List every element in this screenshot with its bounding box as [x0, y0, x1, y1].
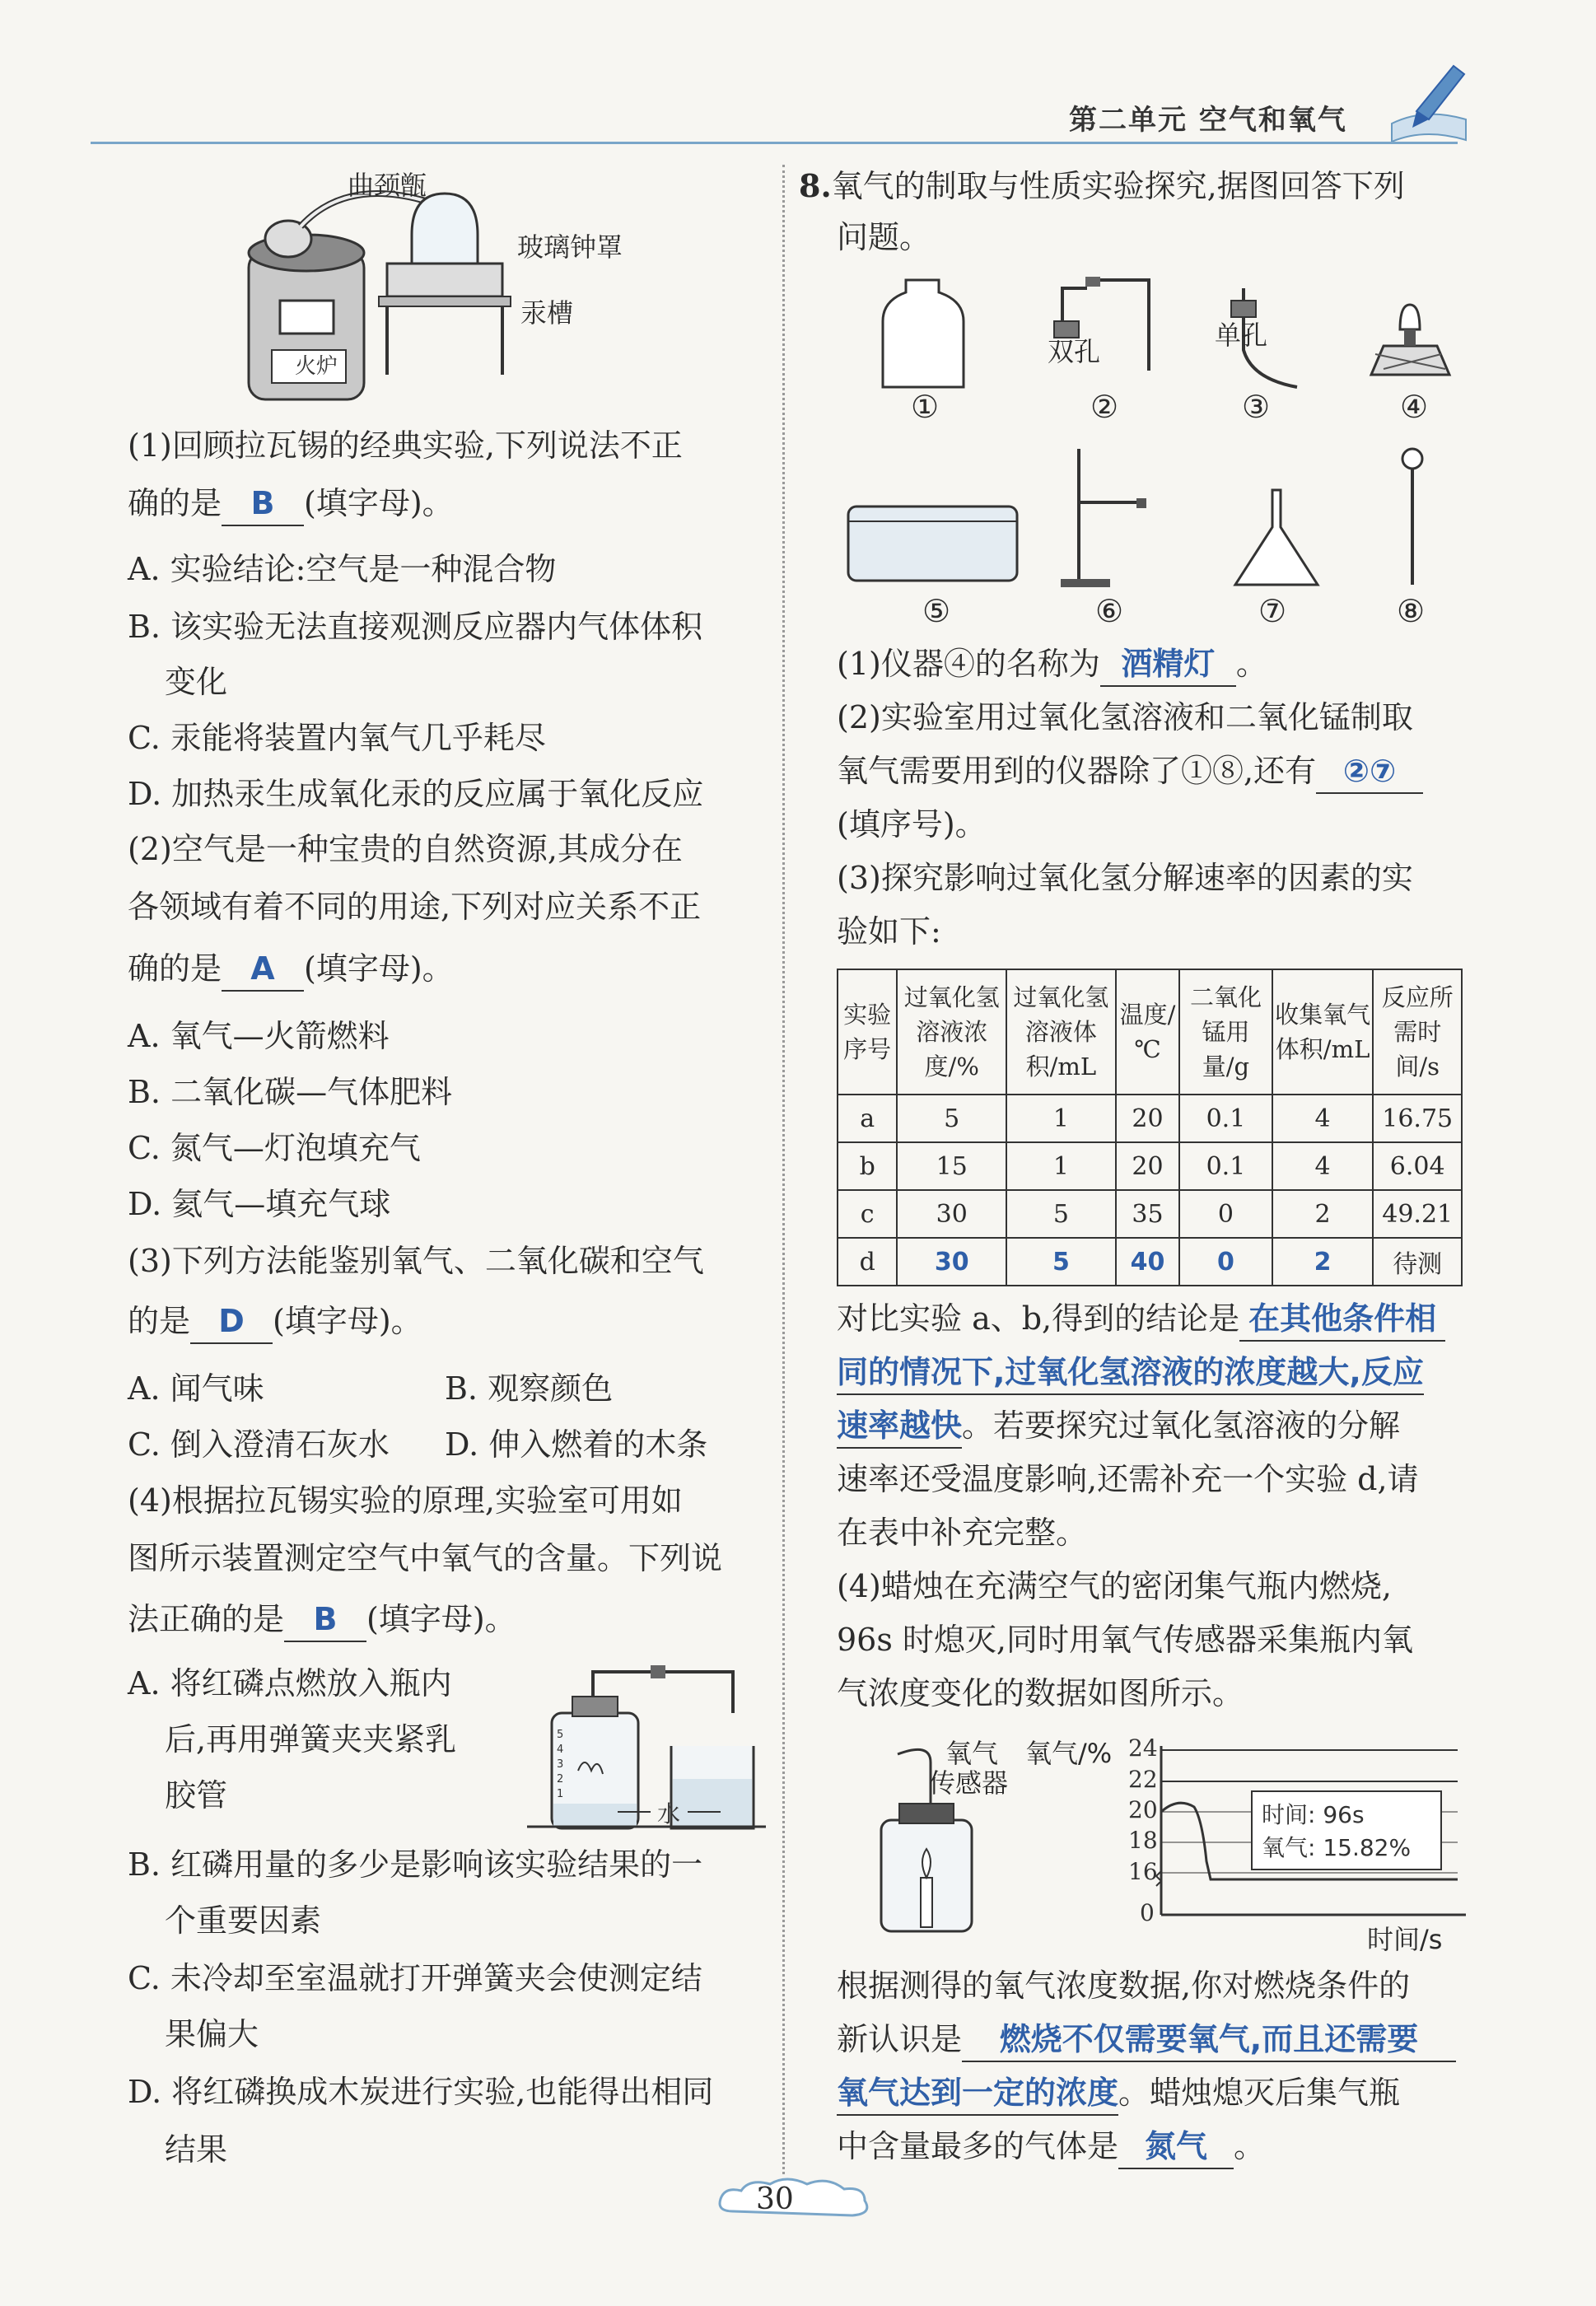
- q8-conclusion-line3: [837, 1404, 1400, 1449]
- oxygen-chart: [1120, 1738, 1466, 1927]
- q4-answer: B: [284, 1598, 366, 1642]
- cell: 20: [1116, 1142, 1179, 1190]
- label-3: ③: [1242, 389, 1271, 425]
- q8-conclusion-answer-1: 在其他条件相: [1239, 1297, 1445, 1342]
- q8-part1-lead: (1)仪器④的名称为: [837, 646, 1100, 682]
- page-number: 30: [756, 2182, 794, 2216]
- answer-cell: 2: [1272, 1238, 1374, 1286]
- q2-line1: (2)空气是一种宝贵的自然资源,其成分在: [128, 831, 683, 867]
- cell: a: [838, 1095, 897, 1142]
- q1-option-c: C. 汞能将装置内氧气几乎耗尽: [128, 720, 546, 756]
- red-phosphorus-apparatus-figure: [527, 1664, 766, 1841]
- header-rule: [91, 142, 1458, 144]
- q8-new-insight-answer-1: 燃烧不仅需要氧气,而且还需要: [962, 2018, 1456, 2062]
- cell: 20: [1116, 1095, 1179, 1142]
- q4-option-d-line1: D. 将红磷换成木炭进行实验,也能得出相同: [128, 2074, 714, 2110]
- answer-cell: 5: [1006, 1238, 1116, 1286]
- cell: 6.04: [1373, 1142, 1462, 1190]
- q8-part4-line3: 气浓度变化的数据如图所示。: [837, 1675, 1244, 1711]
- y-tick-18: 18: [1128, 1827, 1158, 1854]
- water-label: 水: [657, 1800, 681, 1828]
- apparatus-row-2: [824, 441, 1482, 593]
- cell: c: [838, 1190, 897, 1238]
- q8-new-insight-line4: [837, 2125, 1265, 2169]
- cell: 35: [1116, 1190, 1179, 1238]
- scale-4: 4: [557, 1744, 564, 1756]
- label-6: ⑥: [1095, 593, 1124, 629]
- cell: 4: [1272, 1095, 1374, 1142]
- cell: 5: [897, 1095, 1006, 1142]
- q8-part2-line1: (2)实验室用过氧化氢溶液和二氧化锰制取: [837, 699, 1413, 735]
- th-mno2: 二氧化锰用量/g: [1179, 969, 1272, 1095]
- cell: 16.75: [1373, 1095, 1462, 1142]
- retort-label: 曲颈甑: [348, 170, 427, 201]
- q3-option-a: A. 闻气味: [128, 1370, 264, 1407]
- chart-box-oxygen: 氧气: 15.82%: [1262, 1834, 1412, 1861]
- unit-title: 第二单元 空气和氧气: [1069, 104, 1347, 137]
- cell: d: [838, 1238, 897, 1286]
- q8-part3-line1: (3)探究影响过氧化氢分解速率的因素的实: [837, 860, 1413, 896]
- bell-jar-label: 玻璃钟罩: [517, 231, 623, 263]
- cell: 0.1: [1179, 1095, 1272, 1142]
- q8-intro-line1: [799, 165, 1405, 208]
- chart-box-time: 时间: 96s: [1262, 1801, 1365, 1828]
- q8-new-insight-end: 。: [1234, 2128, 1266, 2164]
- q2-suffix: (填字母)。: [304, 950, 454, 987]
- label-7: ⑦: [1258, 593, 1287, 629]
- cell: 15: [897, 1142, 1006, 1190]
- q8-new-insight-line2: [837, 2018, 1456, 2062]
- trough-label: 汞槽: [520, 297, 574, 329]
- q8-part1-end: 。: [1235, 646, 1267, 682]
- q1-line2: [128, 482, 454, 526]
- q8-intro-line2: 问题。: [837, 219, 931, 255]
- furnace-label: 火炉: [295, 354, 338, 379]
- q2-lead: 确的是: [128, 950, 222, 987]
- th-volume: 过氧化氢溶液体积/mL: [1006, 969, 1116, 1095]
- q2-option-c: C. 氮气—灯泡填充气: [128, 1130, 421, 1166]
- q3-answer: D: [190, 1300, 273, 1344]
- q8-part2-lead: 氧气需要用到的仪器除了①⑧,还有: [837, 753, 1317, 789]
- table-row: [838, 1190, 1462, 1238]
- cell: 49.21: [1373, 1190, 1462, 1238]
- cell: 0: [1179, 1190, 1272, 1238]
- q2-option-d: D. 氦气—填充气球: [128, 1186, 391, 1222]
- cell: 4: [1272, 1142, 1374, 1190]
- q8-new-insight-answer-3: 氮气: [1118, 2125, 1234, 2169]
- column-divider: [782, 165, 785, 2174]
- sensor-label-2: 传感器: [929, 1767, 1009, 1799]
- table-header-row: [838, 969, 1462, 1095]
- q8-new-insight-answer-2: 氧气达到一定的浓度: [837, 2071, 1118, 2116]
- q8-part2-line3: (填序号)。: [837, 806, 987, 843]
- q8-part3-line2: 验如下:: [837, 913, 941, 950]
- q8-conclusion-line5: 在表中补充完整。: [837, 1515, 1088, 1551]
- q4-lead: 法正确的是: [128, 1601, 285, 1637]
- q1-option-b-cont: 变化: [165, 664, 228, 700]
- q8-conclusion-lead: 对比实验 a、b,得到的结论是: [837, 1300, 1240, 1337]
- q2-answer: A: [222, 947, 304, 992]
- page-number-cloud-icon: [708, 2174, 881, 2232]
- th-temperature: 温度/℃: [1116, 969, 1179, 1095]
- q3-suffix: (填字母)。: [273, 1303, 422, 1339]
- y-tick-0: 0: [1140, 1899, 1155, 1926]
- cell: 1: [1006, 1142, 1116, 1190]
- q4-line1: (4)根据拉瓦锡实验的原理,实验室可用如: [128, 1482, 683, 1519]
- table-row: [838, 1238, 1462, 1286]
- scale-2: 2: [557, 1773, 564, 1786]
- table-row: [838, 1095, 1462, 1142]
- q2-line2: 各领域有着不同的用途,下列对应关系不正: [128, 889, 702, 925]
- cell: 2: [1272, 1190, 1374, 1238]
- table-row: [838, 1142, 1462, 1190]
- q8-part4-line1: (4)蜡烛在充满空气的密闭集气瓶内燃烧,: [837, 1568, 1392, 1604]
- y-tick-20: 20: [1128, 1796, 1158, 1823]
- experiment-table: [837, 969, 1463, 1286]
- cell: 待测: [1373, 1238, 1462, 1286]
- q2-option-b: B. 二氧化碳—气体肥料: [128, 1074, 453, 1110]
- q8-conclusion-line1: [837, 1297, 1445, 1342]
- single-hole-label: 单孔: [1215, 320, 1268, 351]
- q3-line1: (3)下列方法能鉴别氧气、二氧化碳和空气: [128, 1243, 704, 1279]
- answer-cell: 40: [1116, 1238, 1179, 1286]
- q8-part2-line2: [837, 749, 1423, 794]
- q8-conclusion-answer-3: 速率越快: [837, 1404, 962, 1449]
- pen-book-icon: [1384, 49, 1474, 148]
- q8-new-insight-lead: 新认识是: [837, 2021, 963, 2057]
- y-tick-22: 22: [1128, 1766, 1158, 1793]
- chart-x-axis-label: 时间/s: [1367, 1924, 1443, 1955]
- y-tick-24: 24: [1128, 1738, 1158, 1762]
- q8-part4-line2: 96s 时熄灭,同时用氧气传感器采集瓶内氧: [837, 1622, 1414, 1658]
- q3-line2: [128, 1300, 422, 1344]
- q4-suffix: (填字母)。: [366, 1601, 516, 1637]
- double-hole-label: 双孔: [1048, 336, 1101, 367]
- q4-option-c-line1: C. 未冷却至室温就打开弹簧夹会使测定结: [128, 1960, 702, 1996]
- label-1: ①: [911, 389, 940, 425]
- chart-y-axis-label: 氧气/%: [1025, 1738, 1113, 1769]
- q4-option-b-line1: B. 红磷用量的多少是影响该实验结果的一: [128, 1846, 703, 1883]
- q1-answer: B: [222, 482, 304, 526]
- q4-option-b-line2: 个重要因素: [165, 1902, 322, 1939]
- scale-1: 1: [557, 1788, 564, 1800]
- q3-lead: 的是: [128, 1303, 191, 1339]
- scale-3: 3: [557, 1758, 564, 1771]
- cell: b: [838, 1142, 897, 1190]
- q8-new-insight-lead-4: 中含量最多的气体是: [837, 2128, 1119, 2164]
- th-time: 反应所需时间/s: [1373, 969, 1462, 1095]
- q8-conclusion-line4: 速率还受温度影响,还需补充一个实验 d,请: [837, 1461, 1419, 1497]
- q8-part1-answer: 酒精灯: [1100, 642, 1236, 687]
- th-concentration: 过氧化氢溶液浓度/%: [897, 969, 1006, 1095]
- label-5: ⑤: [922, 593, 951, 629]
- cell: 5: [1006, 1190, 1116, 1238]
- q8-conclusion-answer-2: 同的情况下,过氧化氢溶液的浓度越大,反应: [837, 1351, 1424, 1395]
- q4-line2: 图所示装置测定空气中氧气的含量。下列说: [128, 1540, 723, 1576]
- q1-option-d: D. 加热汞生成氧化汞的反应属于氧化反应: [128, 776, 704, 812]
- q8-new-insight-rest: 。蜡烛熄灭后集气瓶: [1118, 2075, 1401, 2111]
- q8-part1: [837, 642, 1267, 687]
- answer-cell: 0: [1179, 1238, 1272, 1286]
- cell: 1: [1006, 1095, 1116, 1142]
- scale-5: 5: [557, 1729, 564, 1741]
- q4-line3: [128, 1598, 516, 1642]
- q4-option-a-line2: 后,再用弹簧夹夹紧乳: [165, 1721, 457, 1758]
- q4-option-d-line2: 结果: [165, 2131, 228, 2168]
- q8-number: 8.: [799, 167, 832, 204]
- cell: 0.1: [1179, 1142, 1272, 1190]
- th-o2-volume: 收集氧气体积/mL: [1272, 969, 1374, 1095]
- q3-option-d: D. 伸入燃着的木条: [445, 1426, 708, 1463]
- y-tick-16: 16: [1128, 1858, 1158, 1885]
- q2-line3: [128, 947, 454, 992]
- q2-option-a: A. 氧气—火箭燃料: [128, 1018, 390, 1054]
- q1-option-a: A. 实验结论:空气是一种混合物: [128, 551, 557, 587]
- q8-conclusion-rest: 。若要探究过氧化氢溶液的分解: [962, 1407, 1401, 1444]
- answer-cell: 30: [897, 1238, 1006, 1286]
- label-4: ④: [1400, 389, 1429, 425]
- cell: 30: [897, 1190, 1006, 1238]
- q4-option-a-line1: A. 将红磷点燃放入瓶内: [128, 1665, 452, 1701]
- label-2: ②: [1090, 389, 1119, 425]
- q8-new-insight-line1: 根据测得的氧气浓度数据,你对燃烧条件的: [837, 1968, 1411, 2004]
- q8-part2-answer: ②⑦: [1316, 749, 1423, 794]
- q1-suffix: (填字母)。: [304, 485, 454, 521]
- q8-new-insight-line3: [837, 2071, 1400, 2116]
- q4-option-c-line2: 果偏大: [165, 2016, 259, 2052]
- q1-line1: (1)回顾拉瓦锡的经典实验,下列说法不正: [128, 427, 683, 464]
- q8-conclusion-line2: [837, 1351, 1424, 1395]
- sensor-label-1: 氧气: [945, 1738, 999, 1769]
- q8-intro-text: 氧气的制取与性质实验探究,据图回答下列: [831, 168, 1405, 204]
- label-8: ⑧: [1397, 593, 1426, 629]
- th-id: 实验序号: [838, 969, 897, 1095]
- q1-option-b: B. 该实验无法直接观测反应器内气体体积: [128, 609, 703, 645]
- q1-lead: 确的是: [128, 485, 222, 521]
- q4-option-a-line3: 胶管: [165, 1777, 228, 1814]
- q3-option-b: B. 观察颜色: [445, 1370, 614, 1407]
- q3-option-c: C. 倒入澄清石灰水: [128, 1426, 390, 1463]
